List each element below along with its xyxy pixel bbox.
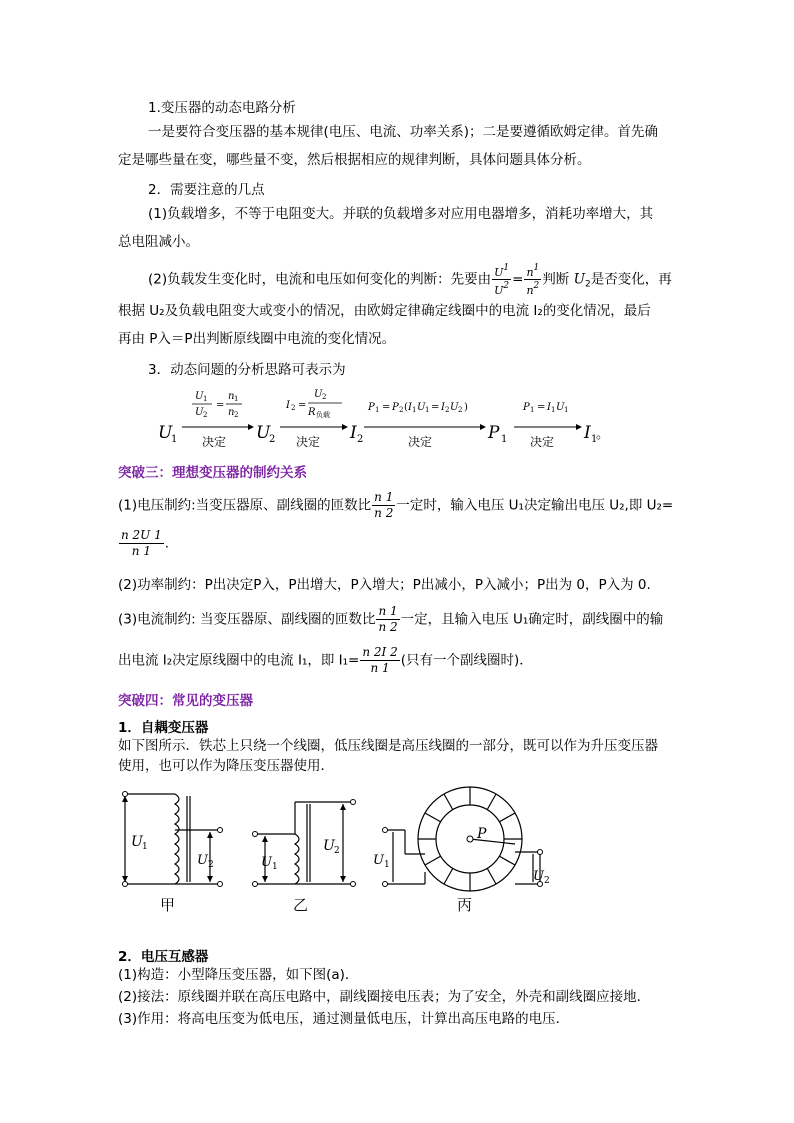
svg-text:n: n bbox=[228, 391, 235, 402]
svg-text:2: 2 bbox=[399, 406, 404, 414]
flow-step-4 bbox=[514, 402, 582, 449]
svg-text:P: P bbox=[477, 826, 487, 842]
svg-text:=: = bbox=[216, 400, 225, 411]
section1-para1-line1: 一是要符合变压器的基本规律(电压、电流、功率关系)；二是要遵循欧姆定律。首先确 bbox=[148, 124, 659, 140]
svg-text:2: 2 bbox=[445, 406, 450, 414]
voltage-constraint-line1 bbox=[118, 490, 673, 521]
current-text-d: (只有一个副线圈时)． bbox=[400, 652, 533, 669]
turns-ratio-fraction-2: $\frac{n 1}{n 2}$ bbox=[378, 604, 398, 634]
svg-text:U: U bbox=[195, 391, 204, 402]
svg-text:=: = bbox=[298, 400, 307, 411]
svg-text:2: 2 bbox=[357, 434, 364, 445]
svg-text:U: U bbox=[131, 834, 143, 850]
ratio-fraction-u: $\frac{U^1}{U^2}$ bbox=[494, 263, 510, 297]
svg-text:2: 2 bbox=[544, 876, 550, 886]
pt-item2: (2)接法：原线圈并联在高压电路中，副线圈接电压表；为了安全，外壳和副线圈应接地． bbox=[118, 989, 651, 1005]
auto-transformer-title: 1．自耦变压器 bbox=[118, 720, 209, 736]
svg-text:1: 1 bbox=[501, 434, 508, 445]
svg-text:1: 1 bbox=[142, 842, 148, 852]
svg-text:1: 1 bbox=[591, 434, 598, 445]
autotransformer-figures bbox=[115, 782, 555, 917]
section1-para1-line2: 定是哪些量在变，哪些量不变，然后根据相应的规律判断，具体问题具体分析。 bbox=[118, 152, 591, 168]
flow-decide-2: 决定 bbox=[296, 435, 321, 449]
svg-text:I: I bbox=[408, 402, 412, 413]
svg-text:2: 2 bbox=[203, 411, 208, 419]
svg-text:P: P bbox=[368, 402, 375, 413]
svg-text:2: 2 bbox=[208, 860, 214, 870]
svg-text:=: = bbox=[382, 402, 391, 413]
current-formula-fraction: $\frac{n 2I 2}{n 1}$ bbox=[362, 645, 398, 675]
flow-node-u2 bbox=[256, 423, 275, 445]
svg-text:U: U bbox=[417, 402, 426, 413]
svg-text:P: P bbox=[392, 402, 399, 413]
svg-text:U: U bbox=[261, 855, 272, 870]
section1-item1-line2: 总电阻减小。 bbox=[118, 234, 199, 250]
current-constraint-line2 bbox=[118, 645, 533, 676]
flow-node-u1 bbox=[158, 423, 177, 445]
svg-text:U: U bbox=[533, 869, 544, 884]
pt-item3: (3)作用：将高电压变为低电压，通过测量低电压，计算出高压电路的电压． bbox=[118, 1011, 570, 1027]
current-constraint-line1 bbox=[118, 604, 663, 635]
section1-item2-line2: 根据 U₂及负载电阻变大或变小的情况，由欧姆定律确定线圈中的电流 I₂的变化情况，最后 bbox=[118, 303, 651, 319]
svg-text:(: ( bbox=[404, 402, 408, 413]
auto-transformer-line1: 如下图所示．铁芯上只绕一个线圈，低压线圈是高压线圈的一部分，既可以作为升压变压器 bbox=[118, 738, 658, 754]
flow-decide-1: 决定 bbox=[202, 435, 227, 449]
flow-node-p1 bbox=[487, 423, 507, 445]
section4-heading: 突破四：常见的变压器 bbox=[118, 693, 253, 709]
figure-bing bbox=[385, 787, 540, 891]
ratio-fraction-n: $\frac{n^1}{n^2}$ bbox=[526, 263, 540, 297]
svg-text:U: U bbox=[373, 853, 384, 868]
svg-text:1: 1 bbox=[412, 406, 417, 414]
power-constraint: (2)功率制约：P出决定P入，P出增大，P入增大；P出减小，P入减小；P出为 0，P入为 0. bbox=[118, 577, 651, 593]
auto-transformer-line2: 使用，也可以作为降压变压器使用． bbox=[118, 758, 334, 774]
svg-text:U: U bbox=[195, 407, 204, 418]
turns-ratio-fraction: $\frac{n 1}{n 2}$ bbox=[374, 490, 394, 520]
svg-text:1: 1 bbox=[564, 406, 569, 414]
figure-label-bing: 丙 bbox=[457, 896, 473, 914]
svg-text:U: U bbox=[314, 389, 323, 400]
flow-step-2 bbox=[280, 389, 348, 449]
svg-text:R: R bbox=[308, 407, 316, 418]
svg-text:I: I bbox=[441, 402, 445, 413]
svg-text:): ) bbox=[464, 402, 468, 413]
pt-item1: (1)构造：小型降压变压器，如下图(a)． bbox=[118, 967, 359, 983]
item2-text-c: 是否变化，再 bbox=[590, 271, 672, 288]
svg-text:1: 1 bbox=[530, 406, 535, 414]
svg-text:U: U bbox=[197, 853, 208, 868]
flow-decide-4: 决定 bbox=[530, 435, 555, 449]
svg-text:2: 2 bbox=[334, 846, 340, 856]
svg-text:1: 1 bbox=[375, 406, 380, 414]
svg-text:1: 1 bbox=[272, 862, 278, 872]
flow-end-mark: 。 bbox=[596, 427, 610, 442]
svg-text:U: U bbox=[256, 423, 271, 443]
svg-text:U: U bbox=[158, 423, 173, 443]
section1-item1-line1: (1)负载增多，不等于电阻变大。并联的负载增多对应用电器增多，消耗功率增大，其 bbox=[148, 206, 654, 222]
figure-label-jia: 甲 bbox=[160, 896, 176, 914]
current-text-c: 出电流 I₂决定原线圈中的电流 I₁，即 I₁= bbox=[118, 652, 360, 669]
figure-label-yi: 乙 bbox=[293, 896, 309, 914]
section1-sub2-title: 2．需要注意的几点 bbox=[148, 182, 265, 198]
voltage-text-b: 一定时，输入电压 U₁决定输出电压 U₂,即 U₂= bbox=[396, 497, 674, 514]
svg-text:U: U bbox=[556, 402, 565, 413]
section1-title: 1.变压器的动态电路分析 bbox=[148, 100, 296, 116]
svg-text:=: = bbox=[431, 402, 440, 413]
svg-text:负载: 负载 bbox=[316, 411, 330, 419]
flow-step-1 bbox=[182, 391, 254, 449]
svg-text:n: n bbox=[228, 407, 235, 418]
svg-text:2: 2 bbox=[458, 406, 463, 414]
voltage-text-a: (1)电压制约:当变压器原、副线圈的匝数比 bbox=[118, 497, 372, 514]
flow-node-i2 bbox=[349, 423, 363, 445]
svg-text:1: 1 bbox=[234, 395, 239, 403]
svg-text:1: 1 bbox=[551, 406, 556, 414]
flow-decide-3: 决定 bbox=[408, 435, 433, 449]
svg-text:1: 1 bbox=[384, 860, 390, 870]
section1-item2-line1: (2)负载发生变化时，电流和电压如何变化的判断：先要由 $\frac{U^1}{U^2}$ = $\frac{n^1}{n^2}$ 判断 $U_2$是否变化，再 bbox=[148, 263, 672, 297]
current-text-a: (3)电流制约: 当变压器原、副线圈的匝数比 bbox=[118, 611, 376, 628]
flow-node-i1 bbox=[583, 423, 609, 445]
analysis-flow-diagram bbox=[150, 382, 630, 452]
svg-text:I: I bbox=[350, 423, 357, 443]
section3-heading: 突破三：理想变压器的制约关系 bbox=[118, 465, 307, 481]
svg-text:1: 1 bbox=[171, 434, 178, 445]
figure-yi bbox=[255, 802, 353, 884]
section1-sub3-title: 3．动态问题的分析思路可表示为 bbox=[148, 362, 346, 378]
svg-text:=: = bbox=[537, 402, 546, 413]
svg-text:I: I bbox=[547, 402, 551, 413]
svg-text:2: 2 bbox=[322, 393, 327, 401]
svg-text:1: 1 bbox=[425, 406, 430, 414]
section1-item2-line3: 再由 P入＝P出判断原线圈中电流的变化情况。 bbox=[118, 331, 396, 347]
svg-text:I: I bbox=[584, 423, 591, 443]
svg-text:P: P bbox=[523, 402, 530, 413]
svg-text:U: U bbox=[323, 838, 335, 854]
item2-text-a: (2)负载发生变化时，电流和电压如何变化的判断：先要由 bbox=[148, 271, 492, 288]
flow-step-3 bbox=[364, 402, 486, 449]
svg-text:2: 2 bbox=[234, 411, 239, 419]
svg-text:I: I bbox=[286, 400, 290, 411]
svg-text:P: P bbox=[488, 423, 500, 443]
pt-title: 2．电压互感器 bbox=[118, 949, 209, 965]
svg-text:U: U bbox=[450, 402, 459, 413]
svg-text:1: 1 bbox=[203, 395, 208, 403]
voltage-formula: $\frac{n 2U 1}{n 1}$ . bbox=[121, 528, 170, 558]
current-text-b: 一定，且输入电压 U₁确定时，副线圈中的输 bbox=[400, 611, 664, 628]
svg-text:2: 2 bbox=[291, 404, 296, 412]
item2-text-b: 判断 bbox=[542, 271, 570, 288]
svg-text:2: 2 bbox=[269, 434, 276, 445]
